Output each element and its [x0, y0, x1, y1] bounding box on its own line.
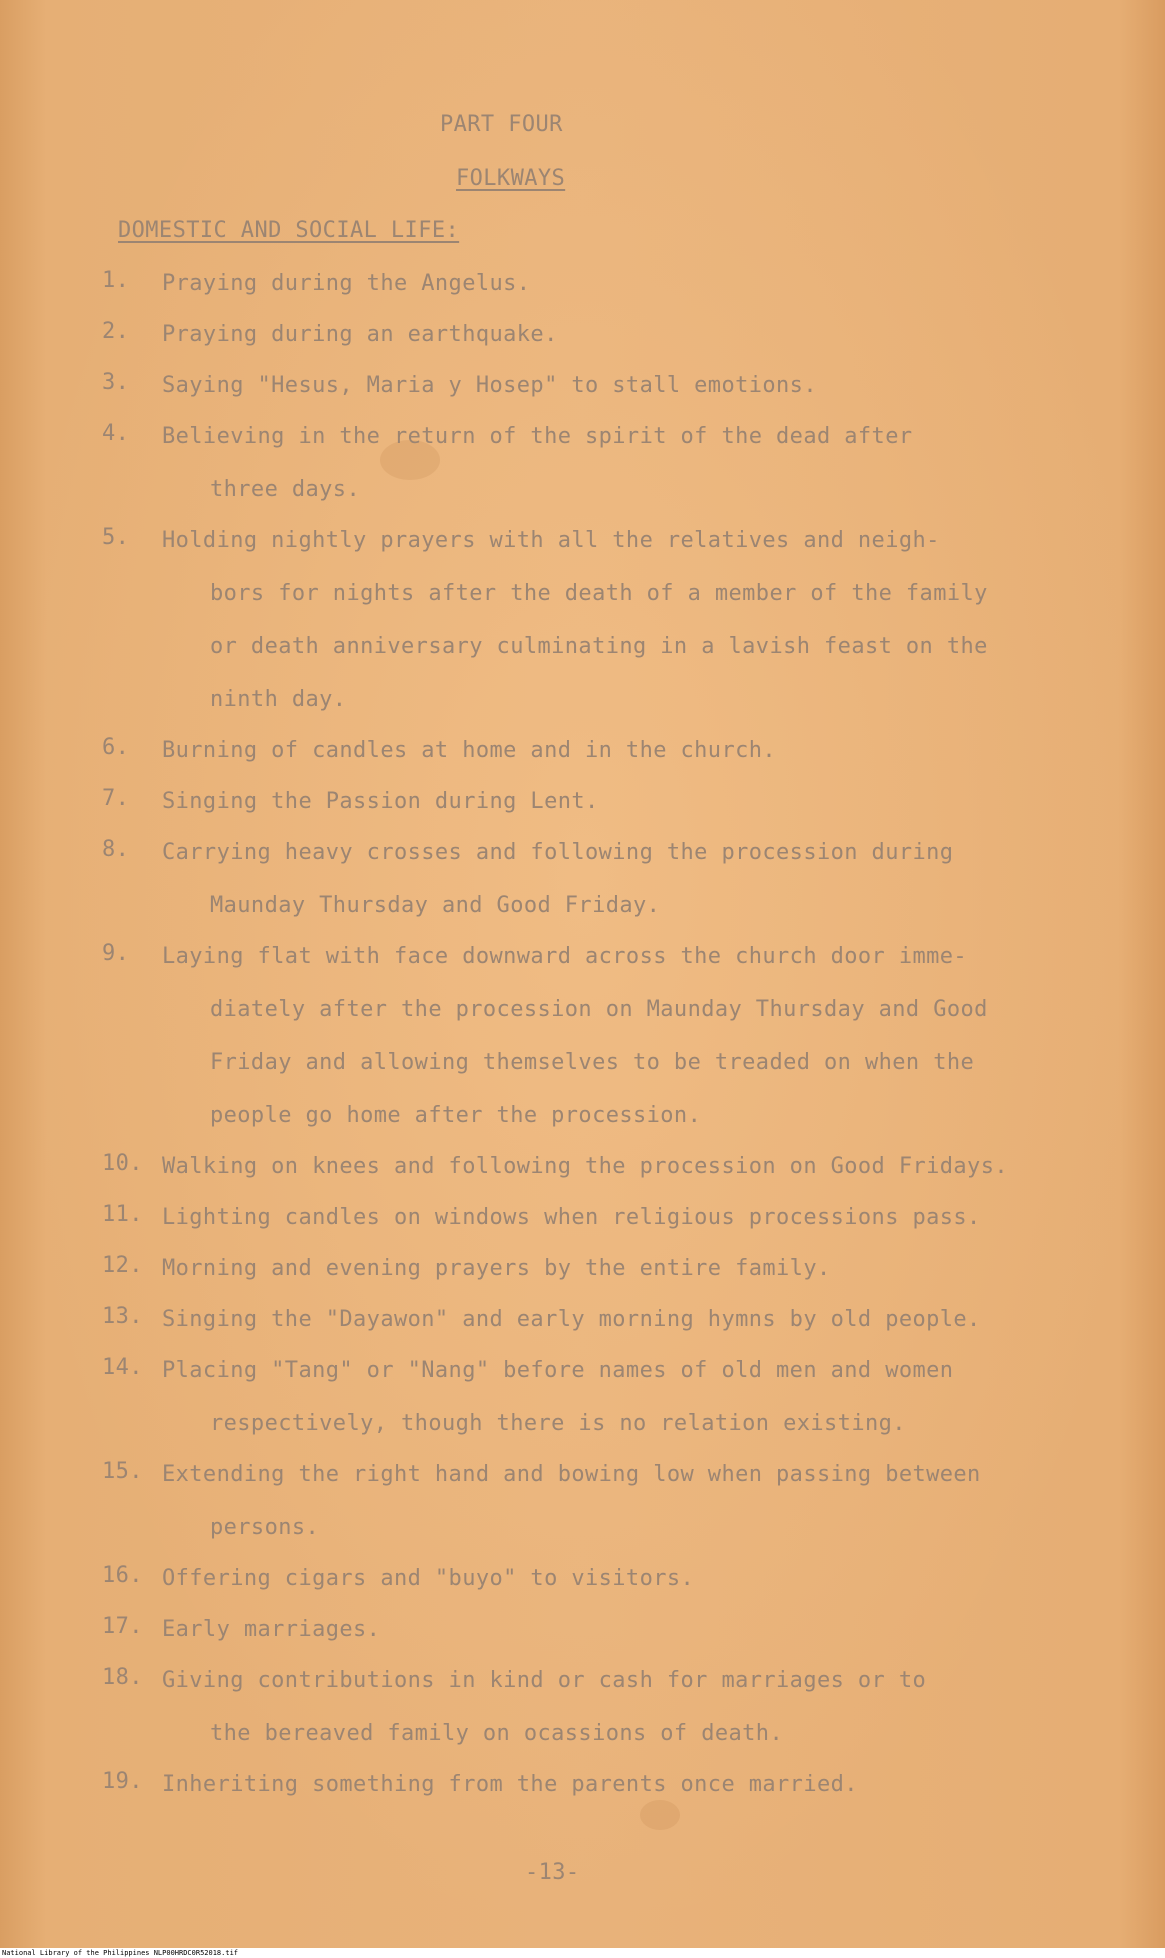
list-item	[102, 370, 1142, 401]
item-number: 6.	[102, 735, 130, 760]
item-text: Believing in the return of the spirit of the dead after	[162, 424, 913, 449]
list-item	[102, 1202, 1142, 1233]
list-item	[102, 268, 1142, 299]
item-number: 7.	[102, 786, 130, 811]
item-text: Saying "Hesus, Maria y Hosep" to stall emotions.	[162, 373, 817, 398]
page-subtitle: FOLKWAYS	[456, 166, 566, 191]
list-item	[102, 1614, 1142, 1645]
list-item	[102, 319, 1142, 350]
list-item	[102, 735, 1142, 766]
item-text-continuation: bors for nights after the death of a member of the family	[210, 581, 988, 606]
item-number: 4.	[102, 421, 130, 446]
item-text-continuation: respectively, though there is no relation existing.	[210, 1411, 906, 1436]
item-number: 12.	[102, 1253, 143, 1278]
item-text: Holding nightly prayers with all the relatives and neigh-	[162, 528, 940, 553]
item-text: Inheriting something from the parents once married.	[162, 1772, 858, 1797]
item-text-continuation: persons.	[210, 1515, 320, 1540]
item-number: 3.	[102, 370, 130, 395]
item-number: 15.	[102, 1459, 143, 1484]
item-text-continuation: the bereaved family on ocassions of death.	[210, 1721, 784, 1746]
item-number: 1.	[102, 268, 130, 293]
list-item	[102, 1769, 1142, 1800]
item-text: Singing the Passion during Lent.	[162, 789, 599, 814]
list-item	[102, 1459, 1142, 1543]
item-text-continuation: diately after the procession on Maunday Thursday and Good	[210, 997, 988, 1022]
item-number: 10.	[102, 1151, 143, 1176]
archive-footer	[0, 1948, 1165, 1958]
item-text: Extending the right hand and bowing low when passing between	[162, 1462, 981, 1487]
item-text-continuation: Maunday Thursday and Good Friday.	[210, 893, 661, 918]
item-text: Laying flat with face downward across the church door imme-	[162, 944, 968, 969]
list-item	[102, 525, 1142, 715]
item-text: Early marriages.	[162, 1617, 381, 1642]
list-item	[102, 941, 1142, 1131]
item-text-continuation: ninth day.	[210, 687, 347, 712]
item-text: Morning and evening prayers by the entire family.	[162, 1256, 831, 1281]
list-item	[102, 1304, 1142, 1335]
item-number: 17.	[102, 1614, 143, 1639]
item-number: 19.	[102, 1769, 143, 1794]
item-text-continuation: Friday and allowing themselves to be treaded on when the	[210, 1050, 975, 1075]
item-number: 13.	[102, 1304, 143, 1329]
item-text: Offering cigars and "buyo" to visitors.	[162, 1566, 695, 1591]
list-item	[102, 837, 1142, 921]
item-text-continuation: three days.	[210, 477, 361, 502]
item-text: Giving contributions in kind or cash for marriages or to	[162, 1668, 927, 1693]
archive-footer-text: National Library of the Philippines NLP00HRDC0R52018.tif	[2, 1949, 239, 1957]
item-text: Carrying heavy crosses and following the procession during	[162, 840, 954, 865]
item-number: 18.	[102, 1665, 143, 1690]
list-item	[102, 1253, 1142, 1284]
item-text: Walking on knees and following the procession on Good Fridays.	[162, 1154, 1008, 1179]
list-item	[102, 1563, 1142, 1594]
page-title: PART FOUR	[440, 112, 563, 137]
item-text: Praying during an earthquake.	[162, 322, 558, 347]
item-text: Praying during the Angelus.	[162, 271, 531, 296]
item-text: Singing the "Dayawon" and early morning hymns by old people.	[162, 1307, 981, 1332]
item-number: 9.	[102, 941, 130, 966]
list-item	[102, 786, 1142, 817]
item-text: Lighting candles on windows when religious processions pass.	[162, 1205, 981, 1230]
page-number: -13-	[525, 1860, 580, 1885]
item-number: 14.	[102, 1355, 143, 1380]
item-text-continuation: people go home after the procession.	[210, 1103, 702, 1128]
item-number: 2.	[102, 319, 130, 344]
folkways-list	[102, 268, 1142, 1820]
list-item	[102, 1355, 1142, 1439]
item-number: 5.	[102, 525, 130, 550]
item-number: 11.	[102, 1202, 143, 1227]
item-text: Burning of candles at home and in the church.	[162, 738, 777, 763]
item-text: Placing "Tang" or "Nang" before names of old men and women	[162, 1358, 954, 1383]
item-number: 16.	[102, 1563, 143, 1588]
section-heading: DOMESTIC AND SOCIAL LIFE:	[118, 218, 460, 243]
list-item	[102, 421, 1142, 505]
list-item	[102, 1665, 1142, 1749]
list-item	[102, 1151, 1142, 1182]
item-number: 8.	[102, 837, 130, 862]
item-text-continuation: or death anniversary culminating in a lavish feast on the	[210, 634, 988, 659]
